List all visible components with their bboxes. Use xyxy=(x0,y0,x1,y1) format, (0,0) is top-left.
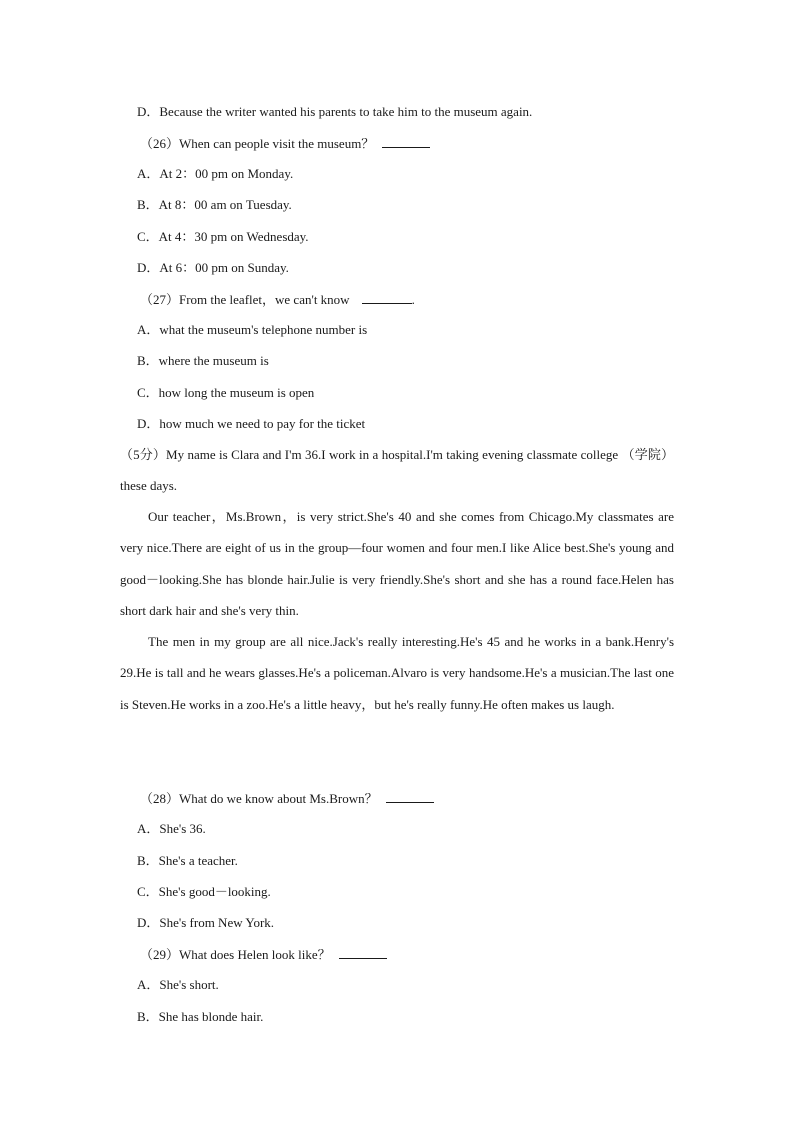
answer-blank xyxy=(339,946,387,959)
question-27-option-a: A．what the museum's telephone number is xyxy=(137,322,368,337)
passage-intro: （5分）My name is Clara and I'm 36.I work in a hospital.I'm taking evening classmate college （学院） these days. xyxy=(120,447,674,494)
question-28-stem xyxy=(140,790,434,807)
question-26-option-a: A．At 2：00 pm on Monday. xyxy=(137,166,294,181)
question-26-stem xyxy=(140,135,430,152)
answer-blank xyxy=(362,291,412,304)
question-26-option-b: B．At 8：00 am on Tuesday. xyxy=(137,197,292,212)
question-29-option-b: B．She has blonde hair. xyxy=(137,1009,264,1024)
question-25-option-d: D．Because the writer wanted his parents to take him to the museum again. xyxy=(137,104,533,119)
question-27-end: . xyxy=(411,292,415,307)
question-26-option-d: D．At 6：00 pm on Sunday. xyxy=(137,260,289,275)
question-29-option-a: A．She's short. xyxy=(137,977,219,992)
question-27-text: （27）From the leaflet，we can't know xyxy=(140,292,350,307)
answer-blank xyxy=(386,790,434,803)
question-28-option-c: C．She's good－looking. xyxy=(137,884,271,899)
passage-paragraph-2: The men in my group are all nice.Jack's really interesting.He's 45 and he works in a bank.Henry's 29.He is tall and he wears glasses.He's a policeman.Alvaro is very handsome.He's a musician.The last one is Steven.He works in a zoo.He's a little heavy，but he's really funny.He often makes us laugh. xyxy=(120,634,674,712)
question-27-option-c: C．how long the museum is open xyxy=(137,385,315,400)
question-26-option-c: C．At 4：30 pm on Wednesday. xyxy=(137,229,309,244)
question-29-stem xyxy=(140,946,387,963)
question-28-option-a: A．She's 36. xyxy=(137,821,206,836)
question-28-text: （28）What do we know about Ms.Brown？ xyxy=(140,791,378,806)
question-26-text: （26）When can people visit the museum？ xyxy=(140,136,375,151)
question-29-text: （29）What does Helen look like？ xyxy=(140,947,331,962)
question-27-option-d: D．how much we need to pay for the ticket xyxy=(137,416,366,431)
question-28-option-d: D．She's from New York. xyxy=(137,915,275,930)
answer-blank xyxy=(382,135,430,148)
passage-paragraph-1: Our teacher，Ms.Brown，is very strict.She's 40 and she comes from Chicago.My classmates are very nice.There are eight of us in the group—four women and four men.I like Alice best.She's young and good－looking.She has blonde hair.Julie is very friendly.She's short and she has a round face.Helen has short dark hair and she's very thin. xyxy=(120,509,674,618)
question-27-option-b: B．where the museum is xyxy=(137,353,269,368)
question-27-stem xyxy=(140,291,415,308)
question-28-option-b: B．She's a teacher. xyxy=(137,853,238,868)
